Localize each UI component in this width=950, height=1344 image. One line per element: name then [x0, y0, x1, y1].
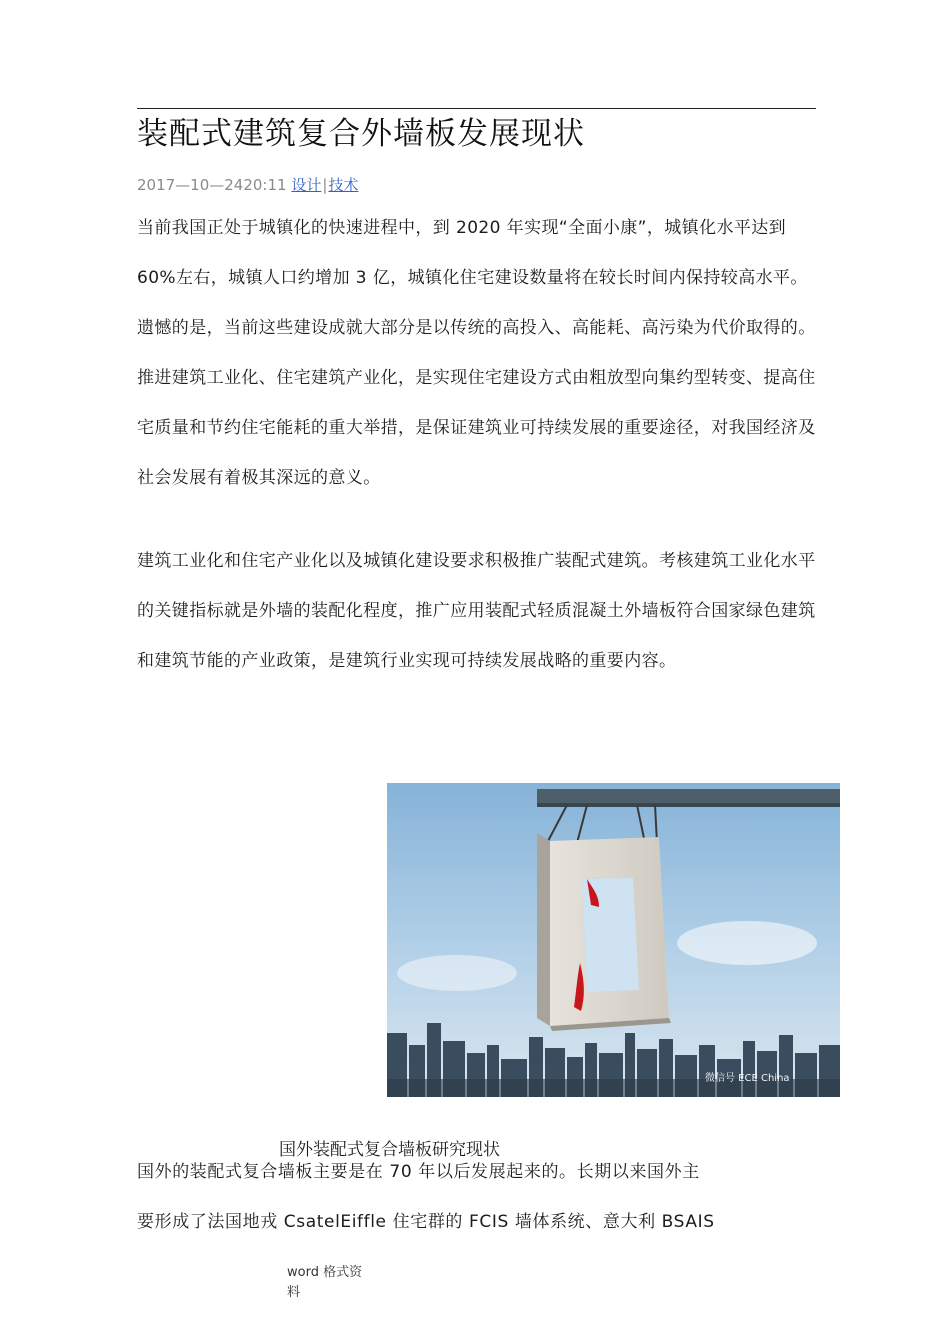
article-photo-prefab-wall-panel — [387, 783, 840, 1097]
article-date: 2017—10—2420:11 — [137, 176, 287, 194]
paragraph-industrialization: 建筑工业化和住宅产业化以及城镇化建设要求积极推广装配式建筑。考核建筑工业化水平的关键指标就是外墙的装配化程度，推广应用装配式轻质混凝土外墙板符合国家绿色建筑和建筑节能的产业政策，是建筑行业实现可持续发展战略的重要内容。 — [137, 551, 816, 671]
tag-technology-link[interactable]: 技术 — [328, 176, 359, 194]
page-footer: word 格式资料 — [287, 1265, 363, 1300]
section-heading-overseas-research: 国外装配式复合墙板研究现状 — [279, 1140, 500, 1160]
photo-watermark: 微信号 ECE China — [705, 1073, 790, 1084]
article-meta — [137, 175, 358, 195]
paragraph-intro: 当前我国正处于城镇化的快速进程中，到 2020 年实现“全面小康”，城镇化水平达到 60%左右，城镇人口约增加 3 亿，城镇化住宅建设数量将在较长时间内保持较高水平。遗憾的是，当前这些建设成就大部分是以传统的高投入、高能耗、高污染为代价取得的。推进建筑工业化、住宅建筑产业化，是实现住宅建设方式由粗放型向集约型转变、提高住宅质量和节约住宅能耗的重大举措，是保证建筑业可持续发展的重要途径，对我国经济及社会发展有着极其深远的意义。 — [137, 218, 816, 488]
paragraph-overseas-line2: 要形成了法国地戎 CsatelEiffle 住宅群的 FCIS 墙体系统、意大利 BSAIS — [137, 1212, 715, 1232]
header-rule — [137, 108, 816, 109]
tag-design-link[interactable]: 设计 — [291, 176, 322, 194]
article-title: 装配式建筑复合外墙板发展现状 — [137, 116, 585, 152]
tag-separator: | — [322, 176, 328, 194]
paragraph-overseas-line1: 国外的装配式复合墙板主要是在 70 年以后发展起来的。长期以来国外主 — [137, 1162, 700, 1182]
